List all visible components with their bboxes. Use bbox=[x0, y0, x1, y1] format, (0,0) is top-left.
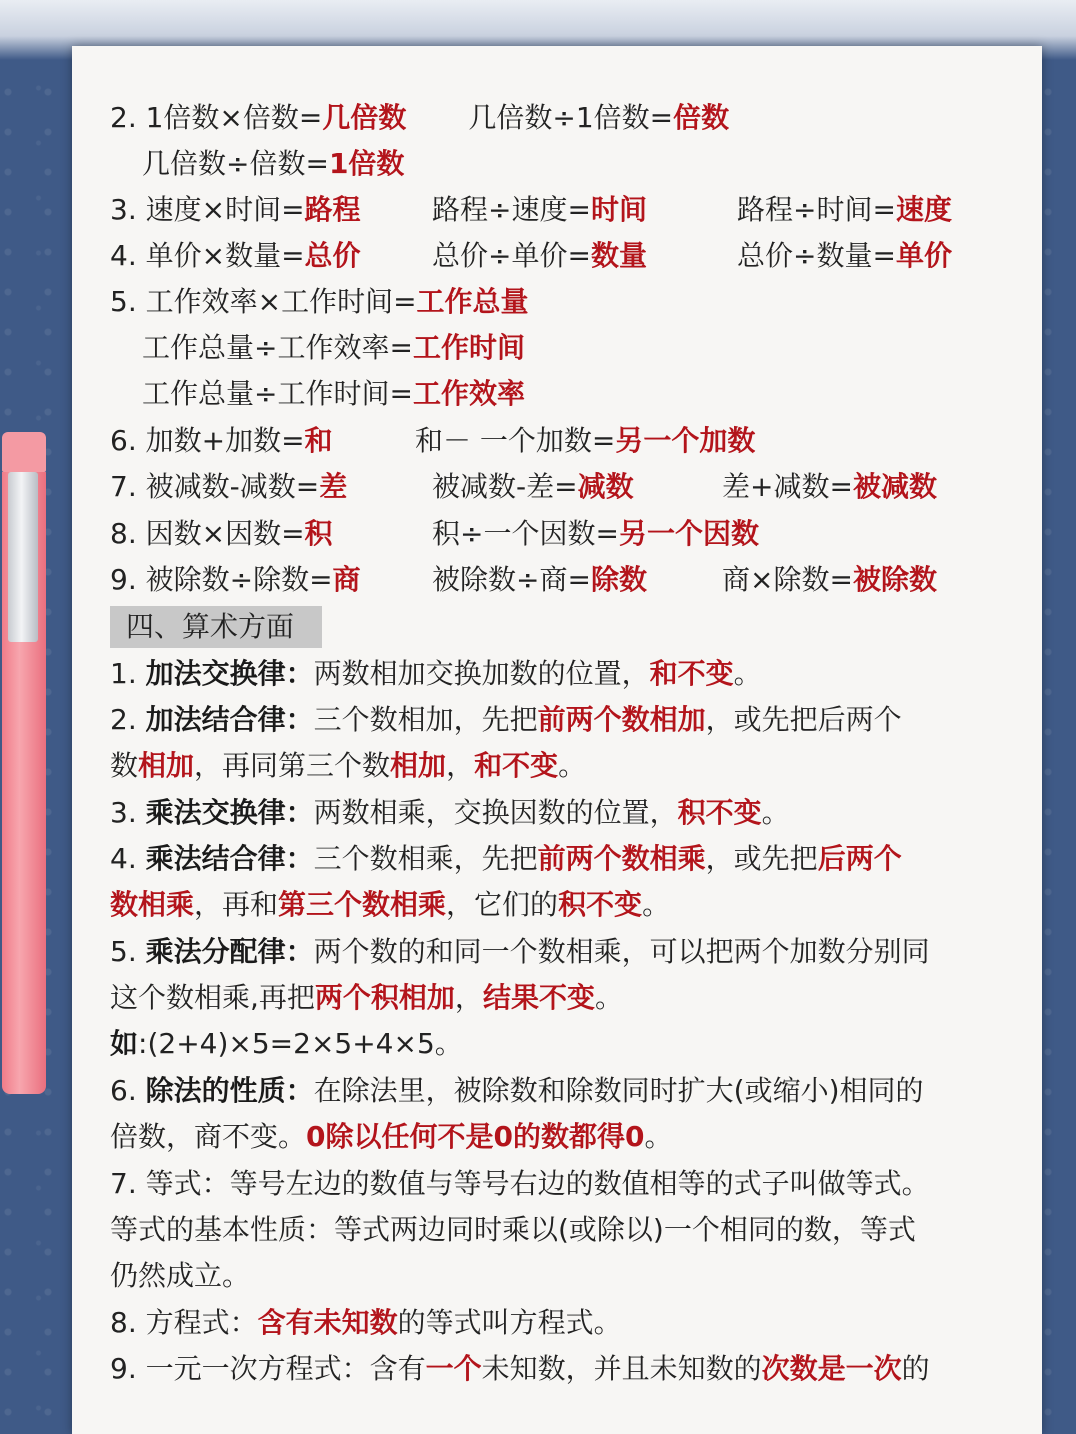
law-name: 除法的性质： bbox=[145, 1074, 314, 1107]
law-1 bbox=[110, 654, 762, 694]
formula-result: 工作时间 bbox=[412, 331, 525, 364]
formula-text: 7. 被减数-减数= bbox=[110, 470, 320, 503]
highlight-text: 相加 bbox=[138, 749, 195, 782]
formula-result: 数量 bbox=[590, 239, 647, 272]
law-4-line-1 bbox=[110, 839, 902, 879]
highlight-text: 一个 bbox=[425, 1352, 482, 1385]
formula-line-2 bbox=[110, 98, 729, 138]
highlight-text: 含有未知数 bbox=[257, 1306, 398, 1339]
formula-text: 几倍数÷倍数= bbox=[142, 147, 329, 180]
item-number: 3. bbox=[110, 796, 146, 829]
body-text: 倍数，商不变。 bbox=[110, 1120, 307, 1153]
law-6-line-1 bbox=[110, 1071, 924, 1111]
highlight-text: 第三个数相乘 bbox=[278, 888, 447, 921]
formula-line-9 bbox=[110, 560, 937, 600]
formula-text: 路程÷时间= bbox=[737, 193, 896, 226]
formula-text: 和－ 一个加数= bbox=[415, 424, 616, 457]
law-name: 乘法交换律： bbox=[145, 796, 314, 829]
pen-cap bbox=[2, 432, 46, 472]
body-text: ，再同第三个数 bbox=[194, 749, 391, 782]
formula-result: 除数 bbox=[590, 563, 647, 596]
formula-text: 工作总量÷工作时间= bbox=[142, 377, 413, 410]
section-heading: 四、算术方面 bbox=[110, 606, 322, 648]
formula-line-5 bbox=[110, 282, 529, 322]
formula-result: 时间 bbox=[590, 193, 647, 226]
law-3 bbox=[110, 793, 790, 833]
formula-result: 商 bbox=[332, 563, 361, 596]
body-text: 的 bbox=[901, 1352, 930, 1385]
formula-result: 路程 bbox=[304, 193, 361, 226]
formula-result: 被减数 bbox=[852, 470, 937, 503]
body-text: 的等式叫方程式。 bbox=[397, 1306, 622, 1339]
body-text: 7. 等式：等号左边的数值与等号右边的数值相等的式子叫做等式。 bbox=[110, 1167, 930, 1200]
highlight-text: 前两个数相加 bbox=[537, 703, 706, 736]
body-text: ，再和 bbox=[194, 888, 279, 921]
pen-clip bbox=[8, 472, 38, 642]
formula-line-4 bbox=[110, 236, 952, 276]
formula-text: 总价÷单价= bbox=[432, 239, 591, 272]
body-text: 。 bbox=[594, 981, 623, 1014]
highlight-text: 两个积相加 bbox=[314, 981, 455, 1014]
item-number: 1. bbox=[110, 657, 146, 690]
def-7-line-3 bbox=[110, 1256, 250, 1296]
body-text: 。 bbox=[761, 796, 790, 829]
formula-text: 几倍数÷1倍数= bbox=[468, 101, 674, 134]
highlight-text: 结果不变 bbox=[482, 981, 595, 1014]
law-name: 乘法结合律： bbox=[145, 842, 314, 875]
formula-result: 单价 bbox=[895, 239, 952, 272]
formula-text: 5. 工作效率×工作时间= bbox=[110, 285, 417, 318]
formula-result: 几倍数 bbox=[322, 101, 407, 134]
item-number: 6. bbox=[110, 1074, 146, 1107]
body-text: 两数相加交换加数的位置， bbox=[313, 657, 650, 690]
highlight-text: 积不变 bbox=[558, 888, 643, 921]
body-text: 。 bbox=[642, 888, 671, 921]
formula-line-2b bbox=[142, 144, 404, 184]
def-8 bbox=[110, 1303, 622, 1343]
law-2-line-2 bbox=[110, 746, 586, 786]
law-5-example bbox=[110, 1024, 463, 1064]
law-5-line-1 bbox=[110, 932, 930, 972]
body-text: ， bbox=[446, 749, 475, 782]
body-text: 三个数相乘，先把 bbox=[313, 842, 538, 875]
formula-result: 工作效率 bbox=[412, 377, 525, 410]
body-text: 。 bbox=[558, 749, 587, 782]
body-text: 等式的基本性质：等式两边同时乘以(或除以)一个相同的数，等式 bbox=[110, 1213, 916, 1246]
formula-result: 工作总量 bbox=[416, 285, 529, 318]
body-text: 。 bbox=[733, 657, 762, 690]
formula-line-8 bbox=[110, 514, 759, 554]
body-text: ， bbox=[454, 981, 483, 1014]
highlight-text: 前两个数相乘 bbox=[537, 842, 706, 875]
formula-text: 3. 速度×时间= bbox=[110, 193, 305, 226]
formula-result: 积 bbox=[304, 517, 333, 550]
formula-text: 4. 单价×数量= bbox=[110, 239, 305, 272]
highlight-text: 相加 bbox=[390, 749, 447, 782]
formula-result: 总价 bbox=[304, 239, 361, 272]
body-text: 两数相乘，交换因数的位置， bbox=[313, 796, 678, 829]
formula-result: 倍数 bbox=[673, 101, 730, 134]
def-9 bbox=[110, 1349, 930, 1389]
body-text: 。 bbox=[644, 1120, 673, 1153]
body-text: 9. 一元一次方程式：含有 bbox=[110, 1352, 426, 1385]
law-2-line-1 bbox=[110, 700, 902, 740]
formula-result: 被除数 bbox=[852, 563, 937, 596]
def-7-line-1 bbox=[110, 1164, 930, 1204]
highlight-text: 和不变 bbox=[474, 749, 559, 782]
body-text: 两个数的和同一个数相乘，可以把两个加数分别同 bbox=[313, 935, 930, 968]
body-text: 数 bbox=[110, 749, 139, 782]
formula-result: 减数 bbox=[577, 470, 634, 503]
body-text: 这个数相乘,再把 bbox=[110, 981, 315, 1014]
formula-result: 1倍数 bbox=[328, 147, 405, 180]
formula-text: 2. 1倍数×倍数= bbox=[110, 101, 323, 134]
formula-text: 被除数÷商= bbox=[432, 563, 591, 596]
formula-text: 商×除数= bbox=[722, 563, 853, 596]
formula-result: 速度 bbox=[895, 193, 952, 226]
example-text: :(2+4)×5=2×5+4×5。 bbox=[138, 1027, 463, 1060]
law-name: 加法交换律： bbox=[145, 657, 314, 690]
formula-result: 差 bbox=[319, 470, 348, 503]
formula-text: 6. 加数+加数= bbox=[110, 424, 305, 457]
law-4-line-2 bbox=[110, 885, 670, 925]
law-name: 乘法分配律： bbox=[145, 935, 314, 968]
formula-line-6 bbox=[110, 421, 755, 461]
formula-text: 总价÷数量= bbox=[737, 239, 896, 272]
body-text: ，它们的 bbox=[446, 888, 559, 921]
formula-text: 工作总量÷工作效率= bbox=[142, 331, 413, 364]
highlight-text: 后两个 bbox=[817, 842, 902, 875]
law-name: 加法结合律： bbox=[145, 703, 314, 736]
formula-line-7 bbox=[110, 467, 937, 507]
highlight-text: 次数是一次 bbox=[761, 1352, 902, 1385]
law-5-line-2 bbox=[110, 978, 623, 1018]
highlight-text: 和不变 bbox=[649, 657, 734, 690]
body-text: ，或先把 bbox=[705, 842, 818, 875]
formula-result: 另一个因数 bbox=[618, 517, 759, 550]
highlight-text: 0除以任何不是0的数都得0 bbox=[306, 1120, 645, 1153]
def-7-line-2 bbox=[110, 1210, 916, 1250]
body-text: ，或先把后两个 bbox=[705, 703, 902, 736]
pink-pen bbox=[0, 432, 48, 1094]
formula-text: 9. 被除数÷除数= bbox=[110, 563, 333, 596]
formula-line-5c bbox=[142, 374, 525, 414]
formula-result: 另一个加数 bbox=[615, 424, 756, 457]
formula-line-5b bbox=[142, 328, 525, 368]
formula-text: 8. 因数×因数= bbox=[110, 517, 305, 550]
formula-line-3 bbox=[110, 190, 952, 230]
body-text: 在除法里，被除数和除数同时扩大(或缩小)相同的 bbox=[313, 1074, 924, 1107]
formula-text: 积÷一个因数= bbox=[432, 517, 619, 550]
item-number: 4. bbox=[110, 842, 146, 875]
example-label: 如 bbox=[110, 1027, 139, 1060]
formula-text: 被减数-差= bbox=[432, 470, 578, 503]
body-text: 三个数相加，先把 bbox=[313, 703, 538, 736]
formula-text: 路程÷速度= bbox=[432, 193, 591, 226]
body-text: 未知数，并且未知数的 bbox=[481, 1352, 762, 1385]
item-number: 2. bbox=[110, 703, 146, 736]
item-number: 5. bbox=[110, 935, 146, 968]
formula-text: 差+减数= bbox=[722, 470, 853, 503]
highlight-text: 数相乘 bbox=[110, 888, 195, 921]
highlight-text: 积不变 bbox=[677, 796, 762, 829]
body-text: 仍然成立。 bbox=[110, 1259, 251, 1292]
formula-result: 和 bbox=[304, 424, 333, 457]
body-text: 8. 方程式： bbox=[110, 1306, 258, 1339]
law-6-line-2 bbox=[110, 1117, 672, 1157]
